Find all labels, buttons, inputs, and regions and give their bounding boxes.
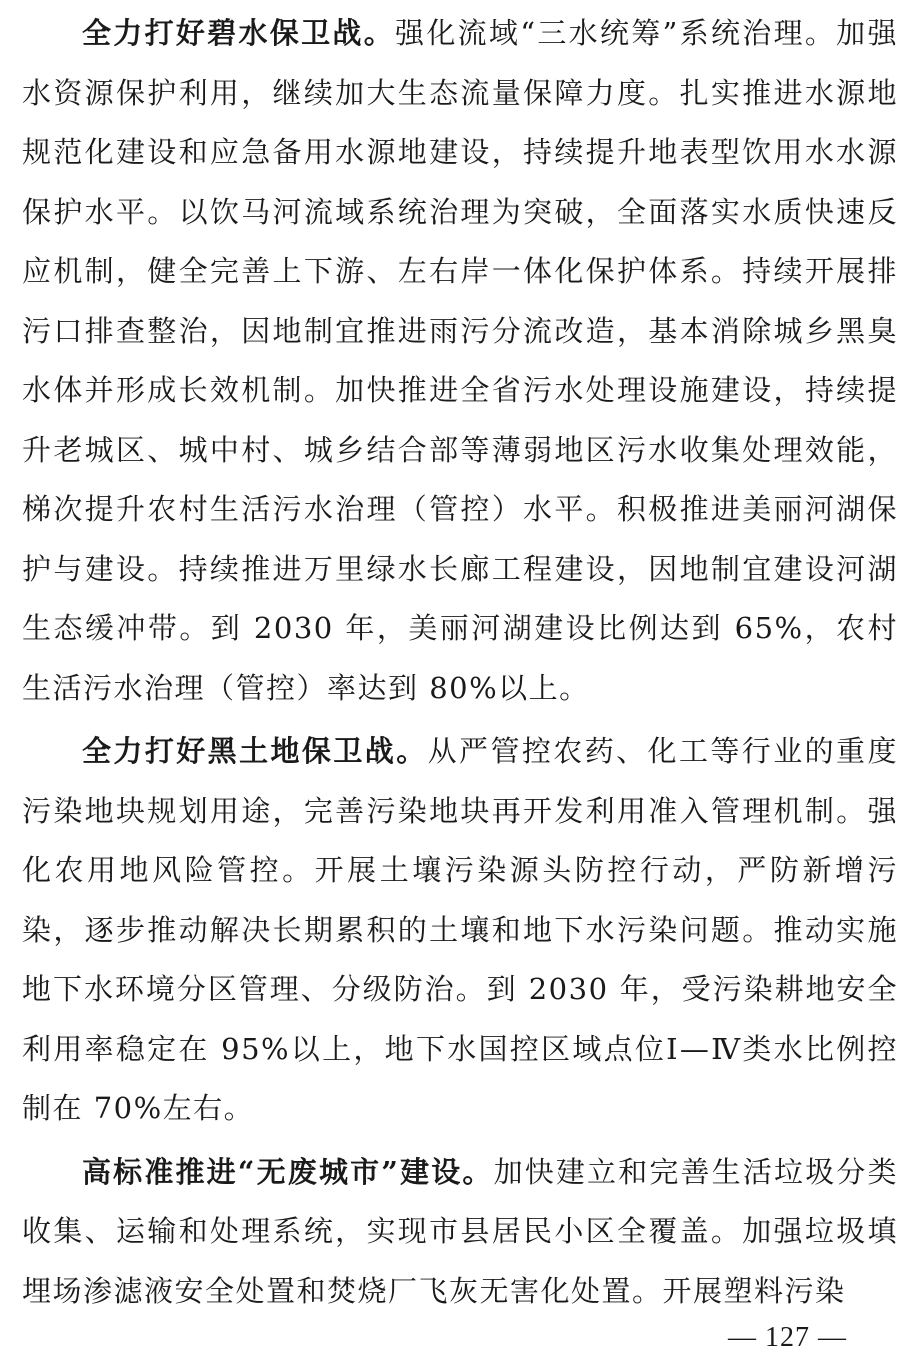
paragraph-zero-waste-city [22, 1139, 898, 1322]
paragraph-clear-water [22, 0, 898, 718]
page-number: — 127 — [728, 1322, 847, 1353]
paragraph-heading: 全力打好黑土地保卫战。 [82, 734, 428, 768]
paragraph-body: 强化流域“三水统筹”系统治理。加强水资源保护利用，继续加大生态流量保障力度。扎实推进水源地规范化建设和应急备用水源地建设，持续提升地表型饮用水水源保护水平。以饮马河流域系统治理为突破，全面落实水质快速反应机制，健全完善上下游、左右岸一体化保护体系。持续开展排污口排查整治，因地制宜推进雨污分流改造，基本消除城乡黑臭水体并形成长效机制。加快推进全省污水处理设施建设，持续提升老城区、城中村、城乡结合部等薄弱地区污水收集处理效能，梯次提升农村生活污水治理（管控）水平。积极推进美丽河湖保护与建设。持续推进万里绿水长廊工程建设，因地制宜建设河湖生态缓冲带。到 2030 年，美丽河湖建设比例达到 65%，农村生活污水治理（管控）率达到 80%以上。 [22, 16, 898, 705]
paragraph-black-soil [22, 718, 898, 1139]
paragraph-heading: 全力打好碧水保卫战。 [82, 16, 396, 50]
paragraph-heading: 高标准推进“无废城市”建设。 [82, 1154, 494, 1189]
paragraph-body: 从严管控农药、化工等行业的重度污染地块规划用途，完善污染地块再开发利用准入管理机制。强化农用地风险管控。开展土壤污染源头防控行动，严防新增污染，逐步推动解决长期累积的土壤和地下水污染问题。推动实施地下水环境分区管理、分级防治。到 2030 年，受污染耕地安全利用率稳定在 95%以上，地下水国控区域点位Ⅰ—Ⅳ类水比例控制在 70%左右。 [22, 734, 898, 1125]
paragraph-body: 加快建立和完善生活垃圾分类收集、运输和处理系统，实现市县居民小区全覆盖。加强垃圾填埋场渗滤液安全处置和焚烧厂飞灰无害化处置。开展塑料污染 [22, 1154, 898, 1308]
document-page [22, 0, 898, 1321]
